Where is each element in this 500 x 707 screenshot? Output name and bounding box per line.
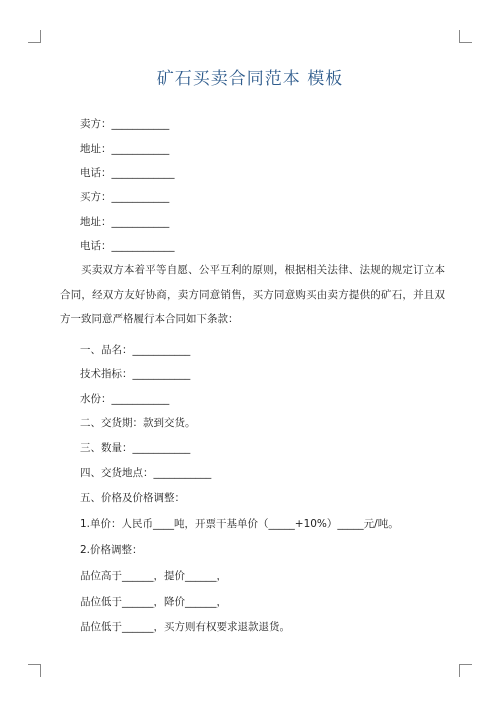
field-seller-phone: 电话：____________ (80, 167, 175, 179)
field-buyer: 买方：___________ (80, 191, 170, 203)
crop-mark-bottom-left (28, 664, 41, 677)
field-seller-address: 地址：___________ (80, 143, 170, 155)
clause-moisture: 水份：___________ (80, 393, 170, 405)
clause-grade-refund: 品位低于______，买方则有权要求退款退货。 (80, 621, 290, 633)
crop-mark-top-left (28, 30, 41, 43)
field-seller: 卖方：___________ (80, 118, 170, 130)
crop-mark-bottom-right (459, 664, 472, 677)
clause-price-adjustment: 2.价格调整： (80, 544, 143, 556)
clause-grade-higher: 品位高于______，提价______， (80, 570, 227, 582)
field-buyer-phone: 电话：____________ (80, 240, 175, 252)
clause-grade-lower: 品位低于______，降价______， (80, 596, 227, 608)
clause-product-name: 一、品名：___________ (80, 344, 191, 356)
intro-paragraph: 买卖双方本着平等自愿、公平互利的原则，根据相关法律、法规的规定订立本合同，经双方友好协商，卖方同意销售，买方同意购买由卖方提供的矿石，并且双方一致同意严格履行本合同如下条款： (60, 264, 445, 325)
clause-delivery-place: 四、交货地点：___________ (80, 467, 212, 479)
clause-price-heading: 五、价格及价格调整： (80, 492, 185, 504)
field-buyer-address: 地址：___________ (80, 216, 170, 228)
clause-delivery-period: 二、交货期：款到交货。 (80, 417, 196, 429)
clause-tech-spec: 技术指标：___________ (80, 368, 191, 380)
crop-mark-top-right (459, 30, 472, 43)
clause-unit-price: 1.单价：人民币____吨，开票干基单价（_____+10%）_____元/吨。 (80, 518, 399, 530)
document-title: 矿石买卖合同范本 模板 (156, 69, 344, 89)
clause-quantity: 三、数量：___________ (80, 442, 191, 454)
